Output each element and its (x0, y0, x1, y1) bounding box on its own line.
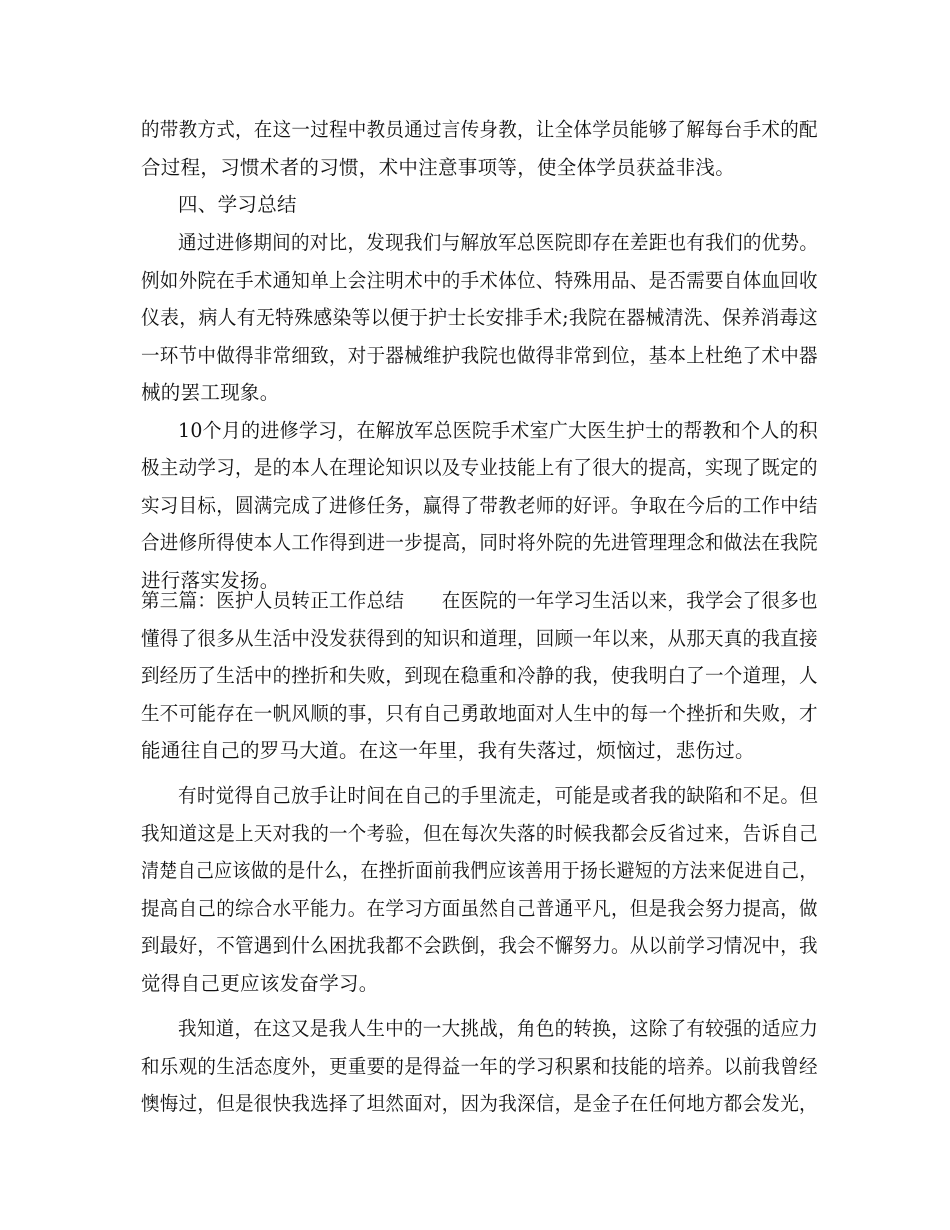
body-text-line: 生不可能存在一帆风顺的事，只有自己勇敢地面对人生中的每一个挫折和失败，才 (141, 702, 818, 725)
body-text-line: 械的罢工现象。 (141, 381, 280, 404)
body-text-line: 和乐观的生活态度外，更重要的是得益一年的学习积累和技能的培养。以前我曾经 (141, 1055, 818, 1078)
body-text-line: 一环节中做得非常细致，对于器械维护我院也做得非常到位，基本上杜绝了术中器 (141, 344, 818, 367)
body-text-line: 觉得自己更应该发奋学习。 (141, 972, 379, 995)
body-text-line: 到经历了生活中的挫折和失败，到现在稳重和冷静的我，使我明白了一个道理，人 (141, 664, 818, 687)
body-text-line: 我知道这是上天对我的一个考验，但在每次失落的时候我都会反省过来，告诉自己 (141, 822, 818, 845)
body-text-line: 仪表，病人有无特殊感染等以便于护士长安排手术;我院在器械清洗、保养消毒这 (141, 306, 818, 329)
body-text-line: 懊悔过，但是很快我选择了坦然面对，因为我深信，是金子在任何地方都会发光， (141, 1092, 818, 1115)
body-text-line: 合进修所得使本人工作得到进一步提高，同时将外院的先进管理理念和做法在我院 (141, 531, 818, 554)
body-text-line: 清楚自己应该做的是什么，在挫折面前我們应该善用于扬长避短的方法来促进自己， (141, 859, 818, 882)
body-text-line: 通过进修期间的对比，发现我们与解放军总医院即存在差距也有我们的优势。 (178, 231, 819, 254)
body-text-line: 有时觉得自己放手让时间在自己的手里流走，可能是或者我的缺陷和不足。但 (178, 784, 819, 807)
body-text-line: 极主动学习，是的本人在理论知识以及专业技能上有了很大的提高，实现了既定的 (141, 456, 818, 479)
body-text-line: 合过程，习惯术者的习惯，术中注意事项等，使全体学员获益非浅。 (141, 156, 736, 179)
body-text-line: 的带教方式，在这一过程中教员通过言传身教，让全体学员能够了解每台手术的配 (141, 118, 818, 141)
body-text-line: 实习目标，圆满完成了进修任务，赢得了带教老师的好评。争取在今后的工作中结 (141, 494, 818, 517)
body-text-line: 我知道，在这又是我人生中的一大挑战，角色的转换，这除了有较强的适应力 (178, 1017, 819, 1040)
body-text-line: 例如外院在手术通知单上会注明术中的手术体位、特殊用品、是否需要自体血回收 (141, 269, 818, 292)
body-text-line: 到最好，不管遇到什么困扰我都不会跌倒，我会不懈努力。从以前学习情况中，我 (141, 934, 818, 957)
body-text-line: 10个月的进修学习，在解放军总医院手术室广大医生护士的帮教和个人的积 (178, 419, 819, 442)
body-text-line: 进行落实发扬。 (141, 569, 280, 592)
chapter-heading-line: 第三篇：医护人员转正工作总结 在医院的一年学习生活以来，我学会了很多也 (141, 589, 818, 612)
body-text-line: 能通往自己的罗马大道。在这一年里，我有失落过，烦恼过，悲伤过。 (141, 739, 755, 762)
body-text-line: 懂得了很多从生活中没发获得到的知识和道理，回顾一年以来，从那天真的我直接 (141, 627, 818, 650)
section-heading: 四、学习总结 (178, 193, 297, 216)
body-text-line: 提高自己的综合水平能力。在学习方面虽然自己普通平凡，但是我会努力提高，做 (141, 897, 818, 920)
